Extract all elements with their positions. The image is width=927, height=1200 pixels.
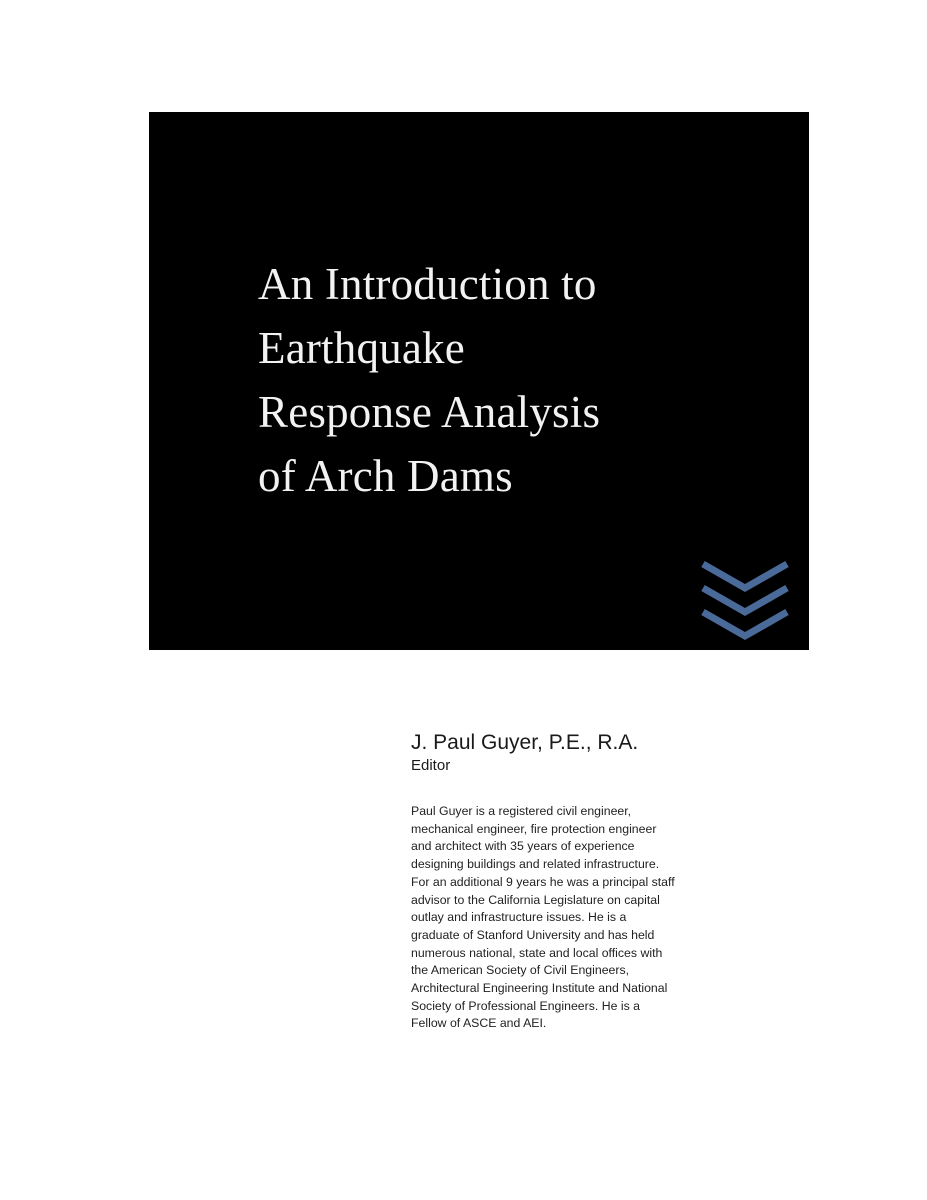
- bio-line: numerous national, state and local offices with: [411, 945, 663, 960]
- title-line: Earthquake: [258, 323, 465, 373]
- title-line: An Introduction to: [258, 259, 597, 309]
- bio-line: designing buildings and related infrastructure.: [411, 857, 660, 872]
- bio-line: and architect with 35 years of experience: [411, 839, 635, 854]
- bio-line: the American Society of Civil Engineers,: [411, 963, 630, 978]
- bio-line: mechanical engineer, fire protection engineer: [411, 821, 657, 836]
- bio-line: outlay and infrastructure issues. He is a: [411, 910, 627, 925]
- author-block: [411, 730, 811, 776]
- bio-line: graduate of Stanford University and has held: [411, 927, 655, 942]
- author-name: J. Paul Guyer, P.E., R.A.: [411, 731, 639, 754]
- bio-line: For an additional 9 years he was a principal staff: [411, 874, 675, 889]
- title-line: of Arch Dams: [258, 451, 513, 501]
- chevron-down-icon: [703, 564, 787, 588]
- book-title: [258, 252, 778, 508]
- bio-line: Society of Professional Engineers. He is a: [411, 998, 640, 1013]
- bio-line: Paul Guyer is a registered civil engineer,: [411, 804, 632, 818]
- author-bio: [411, 803, 811, 1033]
- bio-line: advisor to the California Legislature on capital: [411, 892, 660, 907]
- author-role: Editor: [411, 757, 451, 774]
- bio-line: Architectural Engineering Institute and National: [411, 981, 668, 996]
- bio-line: Fellow of ASCE and AEI.: [411, 1016, 547, 1031]
- triple-chevron-down-icon: [699, 560, 791, 642]
- cover-panel: [149, 112, 809, 650]
- title-line: Response Analysis: [258, 387, 601, 437]
